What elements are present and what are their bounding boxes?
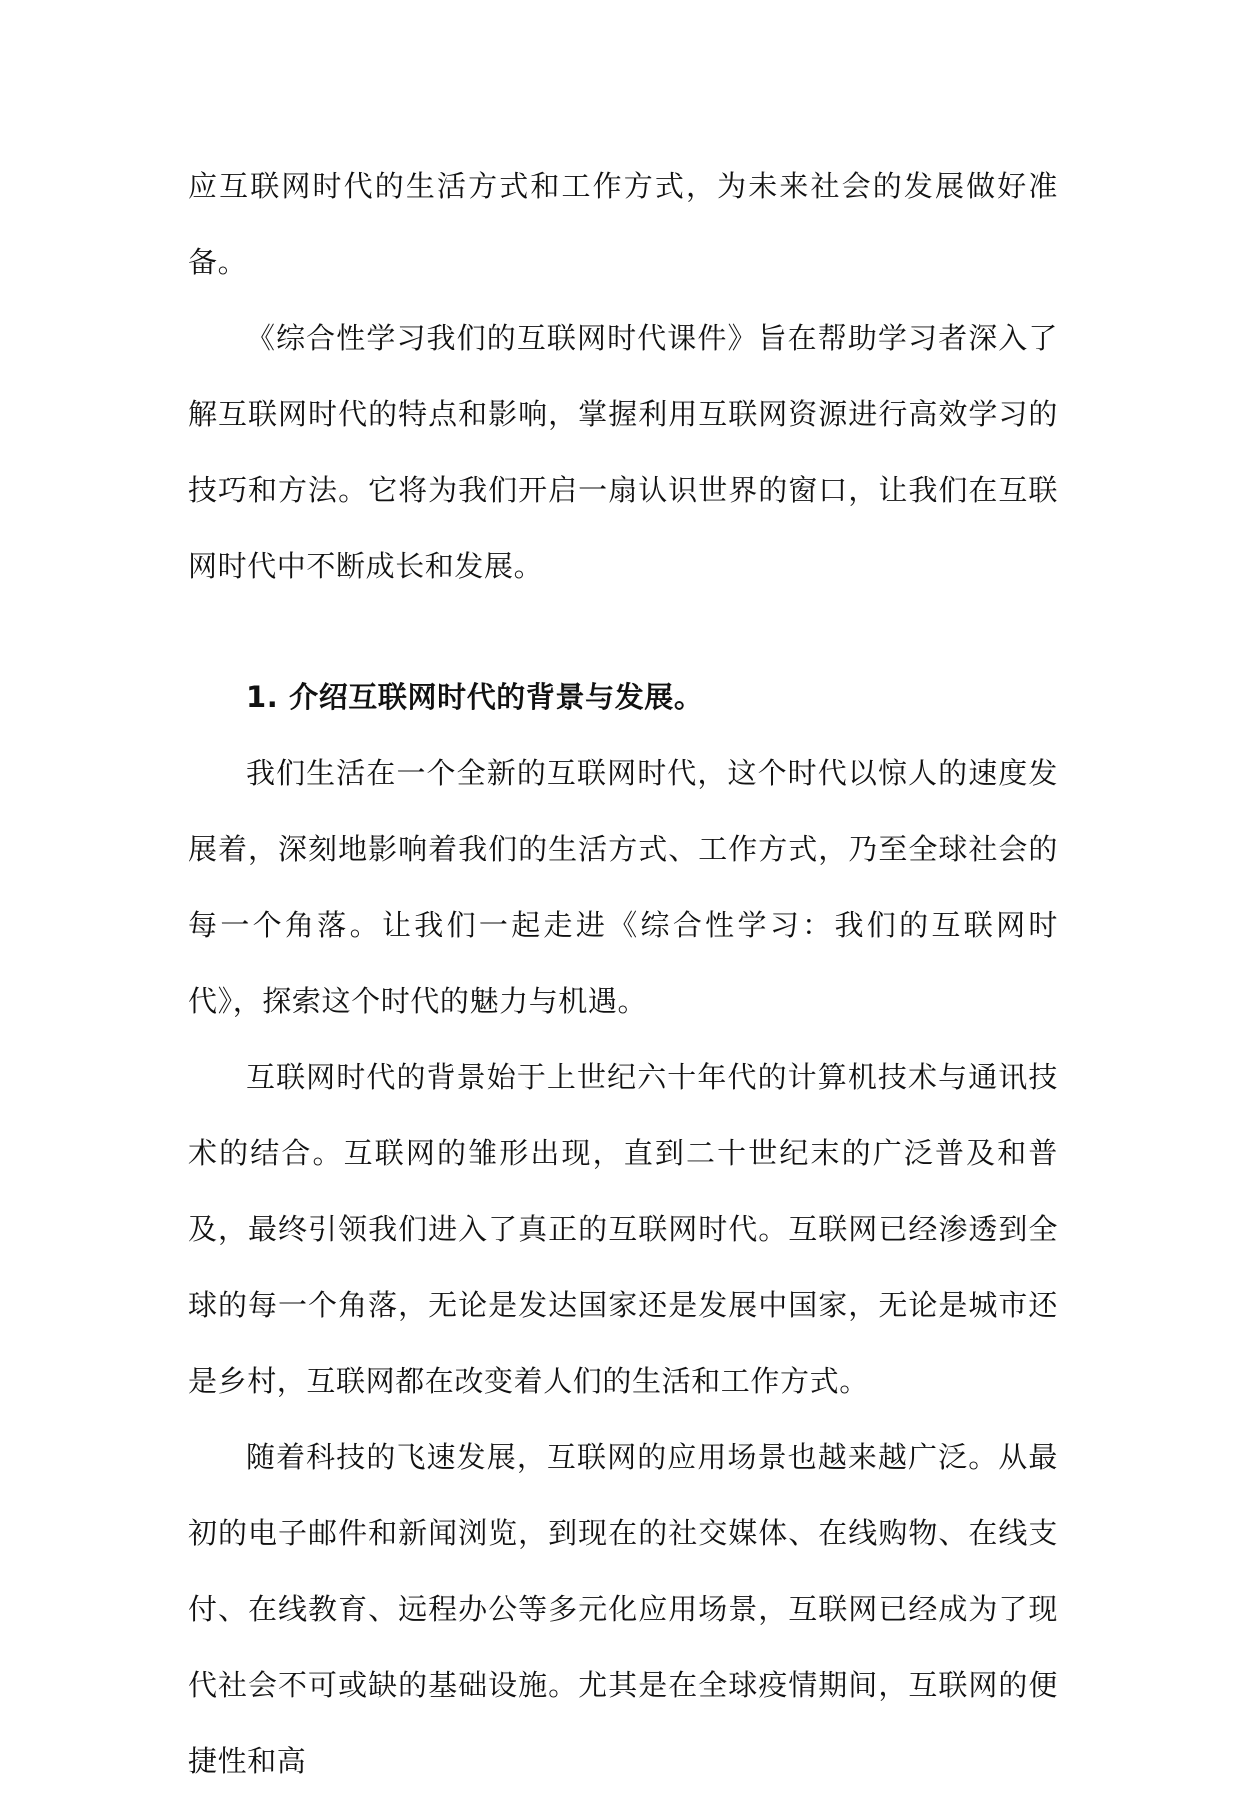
paragraph-internet-background: 互联网时代的背景始于上世纪六十年代的计算机技术与通讯技术的结合。互联网的雏形出现，直到二十世纪末的广泛普及和普及，最终引领我们进入了真正的互联网时代。互联网已经渗透到全球的每一个角落，无论是发达国家还是发展中国家，无论是城市还是乡村，互联网都在改变着人们的生活和工作方式。	[188, 1060, 1058, 1398]
paragraph-continuation: 应互联网时代的生活方式和工作方式，为未来社会的发展做好准备。	[188, 169, 1058, 279]
paragraph-internet-era: 我们生活在一个全新的互联网时代，这个时代以惊人的速度发展着，深刻地影响着我们的生活方式、工作方式，乃至全球社会的每一个角落。让我们一起走进《综合性学习：我们的互联网时代》，探索这个时代的魅力与机遇。	[188, 756, 1058, 1018]
paragraph-internet-applications: 随着科技的飞速发展，互联网的应用场景也越来越广泛。从最初的电子邮件和新闻浏览，到现在的社交媒体、在线购物、在线支付、在线教育、远程办公等多元化应用场景，互联网已经成为了现代社会不可或缺的基础设施。尤其是在全球疫情期间，互联网的便捷性和高	[188, 1440, 1058, 1778]
section-heading-1: 1. 介绍互联网时代的背景与发展。	[246, 680, 704, 714]
document-body	[188, 148, 1058, 1799]
paragraph-courseware-intro: 《综合性学习我们的互联网时代课件》旨在帮助学习者深入了解互联网时代的特点和影响，掌握利用互联网资源进行高效学习的技巧和方法。它将为我们开启一扇认识世界的窗口，让我们在互联网时代中不断成长和发展。	[188, 321, 1058, 583]
paragraph-spacer	[188, 604, 1058, 659]
